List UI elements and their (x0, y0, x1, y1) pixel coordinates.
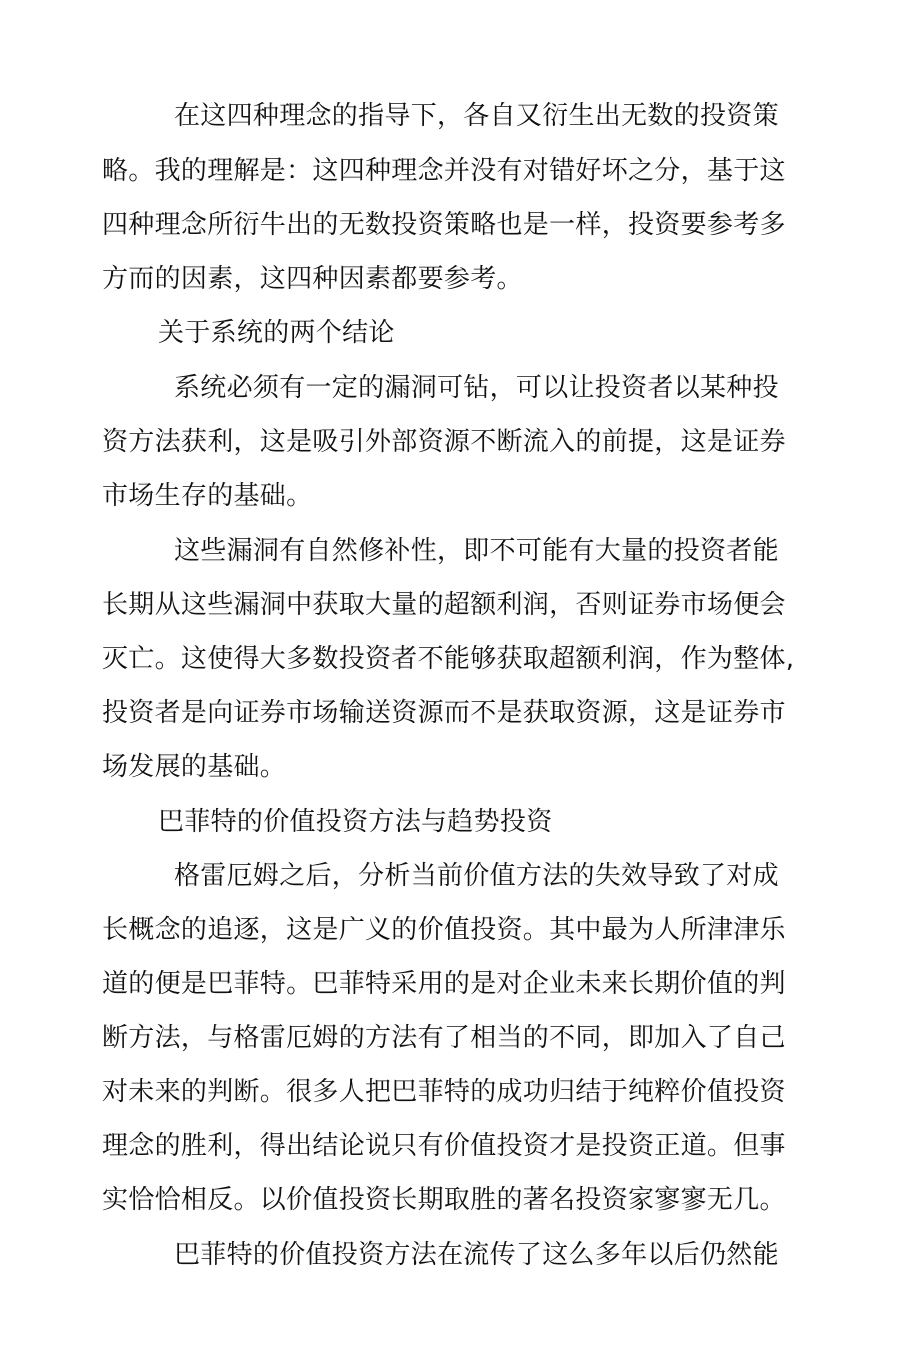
paragraph-line: 资方法获利，这是吸引外部资源不断流入的前提，这是证券 (102, 427, 786, 457)
paragraph-line: 这些漏洞有自然修补性，即不可能有大量的投资者能 (174, 536, 779, 566)
section-heading: 巴菲特的价值投资方法与趋势投资 (158, 807, 553, 837)
paragraph-line: 场发展的基础。 (102, 752, 287, 782)
paragraph-line: 断方法，与格雷厄姆的方法有了相当的不同，即加入了自己 (102, 1023, 786, 1053)
paragraph-line: 四种理念所衍牛出的无数投资策略也是一样，投资要参考多 (102, 210, 786, 240)
paragraph-line: 对未来的判断。很多人把巴菲特的成功归结于纯粹价值投资 (102, 1077, 786, 1107)
paragraph-line: 市场生存的基础。 (102, 481, 313, 511)
paragraph-line: 长概念的追逐，这是广义的价值投资。其中最为人所津津乐 (102, 915, 786, 945)
paragraph-line: 系统必须有一定的漏洞可钻，可以让投资者以某种投 (174, 373, 779, 403)
paragraph-line: 道的便是巴菲特。巴菲特采用的是对企业未来长期价值的判 (102, 969, 786, 999)
paragraph-line: 略。我的理解是：这四种理念并没有对错好坏之分，基于这 (102, 156, 786, 186)
paragraph-line: 理念的胜利，得出结论说只有价值投资才是投资正道。但事 (102, 1131, 786, 1161)
paragraph-line: 投资者是向证券市场输送资源而不是获取资源，这是证券市 (102, 698, 786, 728)
paragraph-line: 实恰恰相反。以价值投资长期取胜的著名投资家寥寥无几。 (102, 1185, 786, 1215)
section-heading: 关于系统的两个结论 (158, 318, 395, 348)
paragraph-line: 灭亡。这使得大多数投资者不能够获取超额利润，作为整体, (102, 644, 795, 674)
paragraph-line: 方而的因素，这四种因素都要参考。 (102, 264, 523, 294)
paragraph-line: 格雷厄姆之后，分析当前价值方法的失效导致了对成 (174, 861, 779, 891)
paragraph-line: 巴菲特的价值投资方法在流传了这么多年以后仍然能 (174, 1240, 779, 1270)
paragraph-line: 在这四种理念的指导下，各自又衍生出无数的投资策 (174, 101, 779, 131)
paragraph-line: 长期从这些漏洞中获取大量的超额利润，否则证券市场便会 (102, 590, 786, 620)
